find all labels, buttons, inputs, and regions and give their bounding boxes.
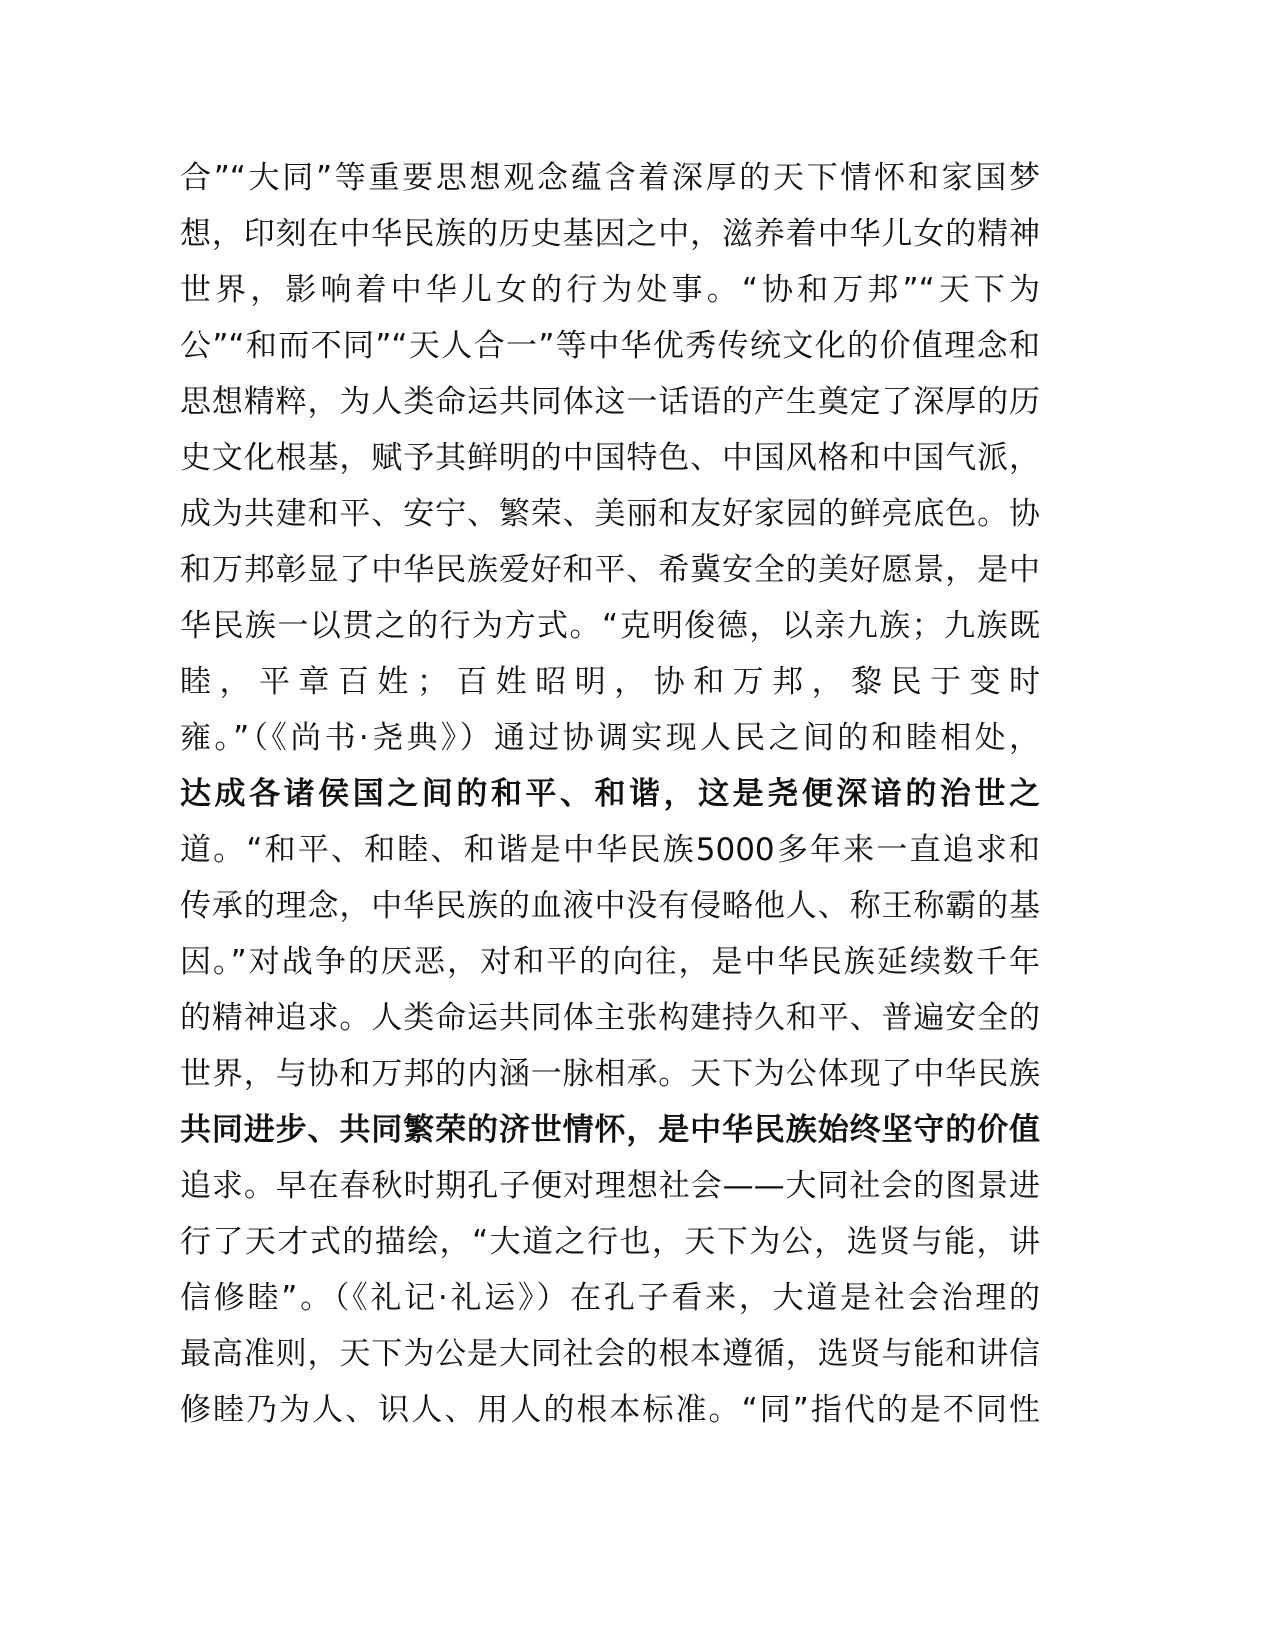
text-line-16: 的精神追求。人类命运共同体主张构建持久和平、普遍安全的 — [180, 1000, 1040, 1036]
text-line-6: 史文化根基，赋予其鲜明的中国特色、中国风格和中国气派， — [180, 440, 1040, 476]
text-line-14: 传承的理念，中华民族的血液中没有侵略他人、称王称霸的基 — [180, 888, 1040, 924]
text-line-10: 睦，平章百姓；百姓昭明，协和万邦，黎民于变时 — [180, 664, 1040, 700]
text-line-3: 世界，影响着中华儿女的行为处事。“协和万邦”“天下为 — [180, 272, 1040, 308]
text-line-5: 思想精粹，为人类命运共同体这一话语的产生奠定了深厚的历 — [180, 384, 1040, 420]
text-line-9: 华民族一以贯之的行为方式。“克明俊德，以亲九族；九族既 — [180, 608, 1040, 644]
text-line-11: 雍。”（《尚书·尧典》）通过协调实现人民之间的和睦相处， — [180, 720, 1040, 756]
text-line-18: 共同进步、共同繁荣的济世情怀，是中华民族始终坚守的价值 — [180, 1112, 1040, 1148]
text-line-8: 和万邦彰显了中华民族爱好和平、希冀安全的美好愿景，是中 — [180, 552, 1040, 588]
text-line-20: 行了天才式的描绘，“大道之行也，天下为公，选贤与能，讲 — [180, 1224, 1040, 1260]
text-line-23: 修睦乃为人、识人、用人的根本标准。“同”指代的是不同性 — [180, 1392, 1040, 1428]
text-line-12: 达成各诸侯国之间的和平、和谐，这是尧便深谙的治世之 — [180, 776, 1040, 812]
body-paragraph — [180, 150, 1040, 1438]
text-line-15: 因。”对战争的厌恶，对和平的向往，是中华民族延续数千年 — [180, 944, 1040, 980]
text-line-13: 道。“和平、和睦、和谐是中华民族5000多年来一直追求和 — [180, 832, 1040, 868]
text-line-7: 成为共建和平、安宁、繁荣、美丽和友好家园的鲜亮底色。协 — [180, 496, 1040, 532]
text-line-4: 公”“和而不同”“天人合一”等中华优秀传统文化的价值理念和 — [180, 328, 1040, 364]
text-line-19: 追求。早在春秋时期孔子便对理想社会——大同社会的图景进 — [180, 1168, 1040, 1204]
text-line-22: 最高准则，天下为公是大同社会的根本遵循，选贤与能和讲信 — [180, 1336, 1040, 1372]
text-line-1: 合”“大同”等重要思想观念蕴含着深厚的天下情怀和家国梦 — [180, 160, 1040, 196]
text-line-21: 信修睦”。（《礼记·礼运》）在孔子看来，大道是社会治理的 — [180, 1280, 1040, 1316]
text-line-2: 想，印刻在中华民族的历史基因之中，滋养着中华儿女的精神 — [180, 216, 1040, 252]
text-line-17: 世界，与协和万邦的内涵一脉相承。天下为公体现了中华民族 — [180, 1056, 1040, 1092]
